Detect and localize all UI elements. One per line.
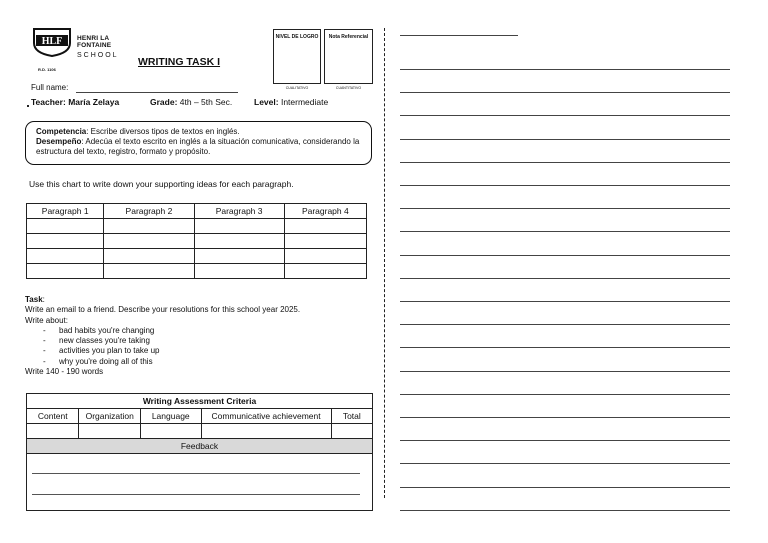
- logo-letters: HLF: [41, 36, 63, 47]
- writing-line[interactable]: [400, 324, 730, 325]
- criteria-title: Writing Assessment Criteria: [27, 394, 373, 409]
- criteria-column: Organization: [79, 409, 141, 424]
- teacher-info: Teacher: María Zelaya: [31, 97, 120, 107]
- page-title: WRITING TASK I: [138, 56, 221, 68]
- nota-referencial-box[interactable]: Nota Referencial CUANTITATIVO: [324, 29, 373, 84]
- writing-line[interactable]: [400, 371, 730, 372]
- writing-line[interactable]: [400, 463, 730, 464]
- criteria-column: Content: [27, 409, 79, 424]
- writing-line[interactable]: [400, 139, 730, 140]
- writing-line[interactable]: [400, 487, 730, 488]
- writing-line[interactable]: [400, 231, 730, 232]
- bullet-dot: [27, 105, 29, 107]
- task-section: Task: Write an email to a friend. Describe your resolutions for this school year 2025. Write about: - bad habits you're changing - new classes you're taking - activities you plan to take up - why you're doing all of this Write 140 - 190 words: [25, 295, 300, 377]
- table-row: [27, 234, 367, 249]
- writing-line[interactable]: [400, 208, 730, 209]
- criteria-column: Total: [331, 409, 372, 424]
- page-divider: [384, 28, 385, 498]
- paragraph-header: Paragraph 3: [194, 204, 284, 219]
- writing-line[interactable]: [400, 347, 730, 348]
- writing-line[interactable]: [400, 510, 730, 511]
- score-row: [27, 424, 373, 439]
- feedback-area[interactable]: [27, 454, 373, 511]
- table-row: [27, 219, 367, 234]
- competencia-box: Competencia: Escribe diversos tipos de textos en inglés. Desempeño: Adecúa el texto escrito en inglés a la situación comunicativa, considerando la estructura del texto, registro, formato y propósito.: [25, 121, 372, 165]
- writing-line[interactable]: [400, 278, 730, 279]
- full-name-field[interactable]: [76, 92, 238, 93]
- task-prompt: Write an email to a friend. Describe your resolutions for this school year 2025.: [25, 305, 301, 315]
- writing-line[interactable]: [400, 69, 730, 70]
- writing-line[interactable]: [400, 394, 730, 395]
- list-item: - why you're doing all of this: [43, 357, 300, 367]
- nivel-de-logro-box[interactable]: NIVEL DE LOGRO CUALITATIVO: [273, 29, 321, 84]
- school-rd: R.D. 1106: [38, 67, 56, 72]
- list-item: - activities you plan to take up: [43, 346, 300, 356]
- write-about-label: Write about:: [25, 315, 68, 325]
- paragraph-header: Paragraph 2: [104, 204, 194, 219]
- level-info: Level: Intermediate: [254, 97, 329, 107]
- list-item: - new classes you're taking: [43, 336, 300, 346]
- school-logo-icon: [31, 27, 73, 57]
- paragraph-table: [26, 203, 367, 279]
- table-row: [27, 264, 367, 279]
- writing-line[interactable]: [400, 440, 730, 441]
- grade-info: Grade: 4th – 5th Sec.: [150, 97, 233, 107]
- paragraph-header: Paragraph 1: [27, 204, 104, 219]
- word-count: Write 140 - 190 words: [25, 367, 104, 377]
- task-label: Task: [25, 295, 43, 304]
- school-name: HENRI LA FONTAINE: [77, 35, 112, 49]
- writing-line[interactable]: [400, 185, 730, 186]
- writing-line[interactable]: [400, 417, 730, 418]
- writing-line[interactable]: [400, 301, 730, 302]
- feedback-label: Feedback: [27, 439, 373, 454]
- full-name-label: Full name:: [31, 83, 69, 92]
- chart-instruction: Use this chart to write down your supporting ideas for each paragraph.: [29, 179, 294, 189]
- writing-line[interactable]: [400, 115, 730, 116]
- task-list: [25, 326, 300, 367]
- list-item: - bad habits you're changing: [43, 326, 300, 336]
- criteria-column: Communicative achievement: [201, 409, 331, 424]
- school-name-school: SCHOOL: [77, 52, 119, 59]
- writing-line[interactable]: [400, 92, 730, 93]
- feedback-line: [32, 494, 360, 495]
- criteria-column: Language: [140, 409, 201, 424]
- table-row: [27, 249, 367, 264]
- writing-line[interactable]: [400, 255, 730, 256]
- paragraph-header: Paragraph 4: [284, 204, 366, 219]
- feedback-line: [32, 473, 360, 474]
- writing-line-short[interactable]: [400, 35, 518, 36]
- writing-line[interactable]: [400, 162, 730, 163]
